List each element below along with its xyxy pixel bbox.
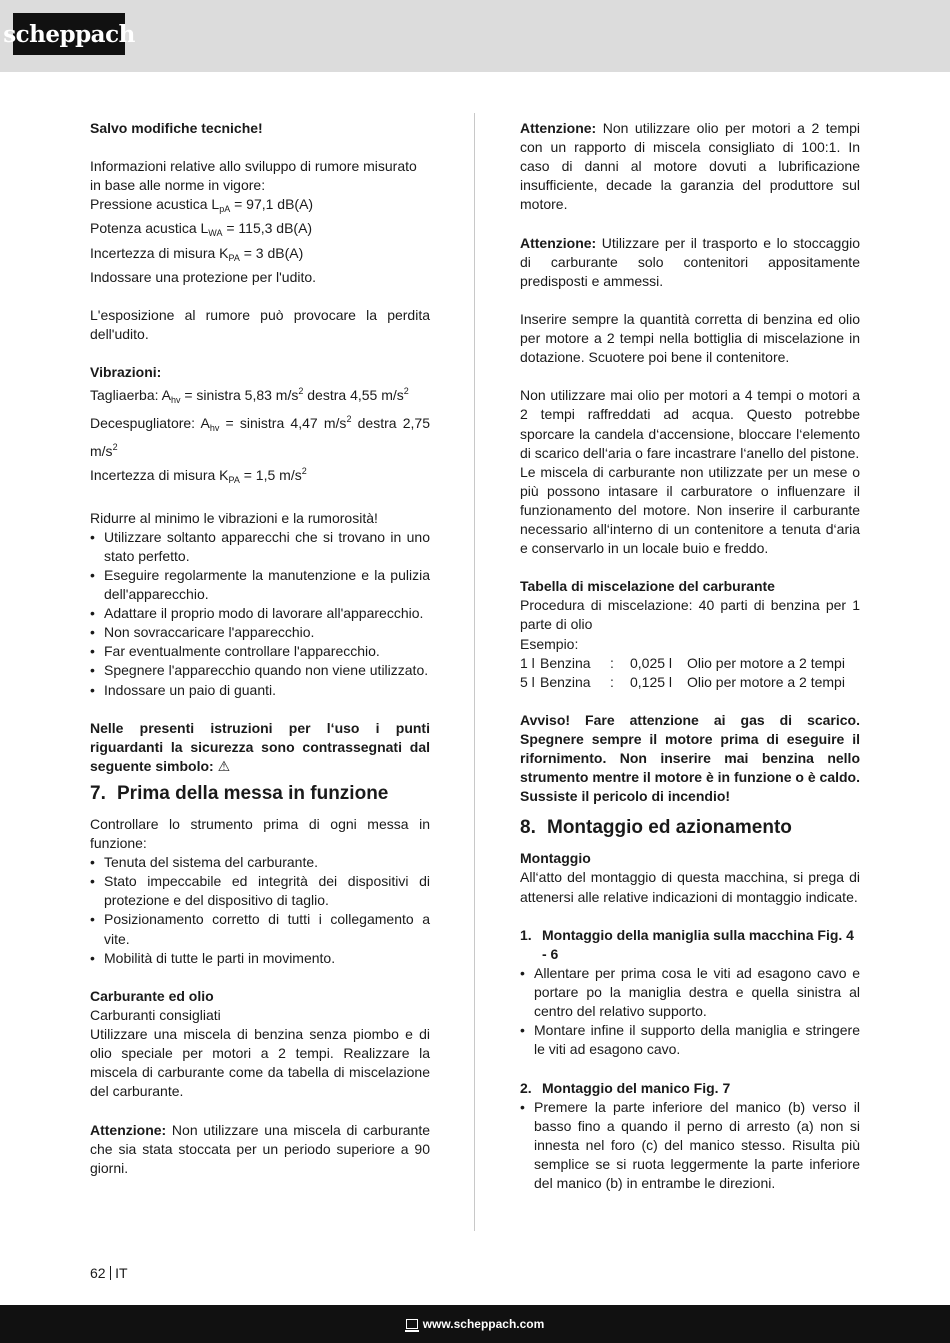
reduce-vibration-note: Ridurre al minimo le vibrazioni e la rumorosità! [90,509,378,526]
mix-table-title: Tabella di miscelazione del carburante [520,578,775,595]
transport-warning: Attenzione: Utilizzare per il trasporto e lo stoccaggio di carburante solo contenitori appositamente predisposti e ammessi. [520,234,860,289]
uncertainty-line: Incertezza di misura $K_{PA} = 3$ dB(A) [90,244,304,263]
section-7-heading: 7. Prima della messa in funzione [90,783,389,804]
website-link[interactable]: www.scheppach.com [422,1317,545,1331]
unused-fuel-note: Le miscela di carburante non utilizzate per un mese o più possono intasare il carburatore o influenzare il funzionamento del motore. Non inserire il carburante necessario all‘interno di un contenitore a tenuta d‘aria e conservarlo in un locale buio e freddo. [520,463,860,557]
list-item: • Posizionamento corretto di tutti i collegamento a vite. [90,910,430,948]
warning-triangle-icon: ⚠ [217,757,231,774]
pre-start-check-intro: Controllare lo strumento prima di ogni messa in funzione: [90,816,430,852]
right-column [520,119,860,1193]
mix-example-label: Esempio: [520,635,579,652]
scheppach-logo: scheppach [13,13,125,55]
list-item: • Far eventualmente controllare l'apparecchio. [90,642,430,661]
list-item: • Tenuta del sistema del carburante. [90,853,430,872]
oil-ratio-warning: Attenzione: Non utilizzare olio per motori a 2 tempi con un rapporto di miscela consigliato di 100:1. In caso di danni al motore dovuti a lubrificazione insufficiente, decade la garanzia del produttore sul motore. [520,120,860,213]
noise-intro: Informazioni relative allo sviluppo di rumore misurato in base alle norme in vigore: [90,158,417,194]
step-2-list [520,1098,860,1193]
list-item: • Adattare il proprio modo di lavorare all'apparecchio. [90,604,430,623]
noise-exposure-note: L'esposizione al rumore può provocare la perdita dell'udito. [90,306,430,342]
mix-table-row: 1 l Benzina : 0,025 l Olio per motore a 2 tempi [520,654,845,671]
assembly-title: Montaggio [520,850,591,867]
fuel-mix-text: Utilizzare una miscela di benzina senza piombo e di olio speciale per motori a 2 tempi. Realizzare la miscela di carburante come da tabella di miscelazione del carburante. [90,1026,430,1100]
list-item: • Utilizzare soltanto apparecchi che si trovano in uno stato perfetto. [90,528,430,566]
assembly-intro: All‘atto del montaggio di questa macchina, si prega di attenersi alle relative indicazioni di montaggio indicate. [520,869,860,905]
step-1-list [520,964,860,1059]
monitor-icon [406,1319,418,1329]
mixing-instruction: Inserire sempre la quantità corretta di benzina ed olio per motore a 2 tempi nella bottiglia di miscelazione in dotazione. Scuotere poi bene il contenitore. [520,310,860,366]
vibration-uncertainty: Incertezza di misura $K_{PA} = 1,5$ $m/s^2$ [90,465,307,485]
header-band [0,0,950,72]
ear-protection-note: Indossare una protezione per l'udito. [90,268,317,285]
step-2-title: 2. Montaggio del manico Fig. 7 [520,1079,731,1096]
list-item: • Allentare per prima cosa le viti ad esagono cavo e portare po la maniglia destra e quella sinistra al centro del relativo supporto. [520,964,860,1021]
storage-warning: Attenzione: Non utilizzare una miscela di carburante che sia stata stoccata per un periodo superiore a 90 giorni. [90,1121,430,1176]
mix-table-row: 5 l Benzina : 0,125 l Olio per motore a 2 tempi [520,673,845,690]
pre-start-check-list [90,853,430,968]
safety-symbol-note: Nelle presenti istruzioni per l‘uso i punti riguardanti la sicurezza sono contrassegnati dal seguente simbolo: ⚠ [90,719,430,774]
fuel-oil-title: Carburante ed olio [90,987,214,1004]
four-stroke-warning: Non utilizzare mai olio per motori a 4 tempi o motori a 2 tempi raffreddati ad acqua. Questo potrebbe sporcare la candela d‘accensione, bloccare l‘elemento di scarico dell‘aria o fare incastrare l‘anello del pistone. [520,387,860,461]
technical-changes-note: Salvo modifiche tecniche! [90,120,263,136]
vibration-brushcutter: Decespugliatore: $A_{hv}$ = sinistra 4,47 $m/s^2$ destra 2,75 $m/s^2$ [90,414,430,460]
left-column [90,119,430,1178]
step-1-title: 1. Montaggio della maniglia sulla macchina Fig. 4 - 6 [520,926,854,962]
vibrations-title: Vibrazioni: [90,364,162,381]
list-item: • Non sovraccaricare l'apparecchio. [90,623,430,642]
recommended-fuels: Carburanti consigliati [90,1006,221,1023]
list-item: • Indossare un paio di guanti. [90,681,430,700]
mix-procedure: Procedura di miscelazione: 40 parti di benzina per 1 parte di olio [520,597,860,633]
vibration-lawnmower: Tagliaerba: $A_{hv}$ = sinistra 5,83 $m/s^2$ destra 4,55 $m/s^2$ [90,386,409,406]
list-item: • Montare infine il supporto della maniglia e stringere le viti ad esagono cavo. [520,1021,860,1059]
list-item: • Stato impeccabile ed integrità dei dispositivi di protezione e del dispositivo di taglio. [90,872,430,910]
list-item: • Spegnere l'apparecchio quando non viene utilizzato. [90,661,430,680]
reduce-vibration-list [90,528,430,700]
list-item: • Eseguire regolarmente la manutenzione e la pulizia dell'apparecchio. [90,566,430,604]
sound-power-line: Potenza acustica $L_{WA} = 115,3$ dB(A) [90,220,313,239]
footer-bar [0,1305,950,1343]
sound-pressure-line: Pressione acustica $L_{pA} = 97,1$ dB(A) [90,196,314,215]
exhaust-warning: Avviso! Fare attenzione ai gas di scarico. Spegnere sempre il motore prima di eseguire il rifornimento. Non inserire mai benzina nello strumento mentre il motore è in funzione o è caldo. Sussiste il pericolo di incendio! [520,711,860,805]
column-divider [474,113,475,1231]
section-8-heading: 8. Montaggio ed azionamento [520,817,792,839]
page-number: 62 IT [90,1265,128,1281]
list-item: • Mobilità di tutte le parti in movimento. [90,949,430,968]
list-item: • Premere la parte inferiore del manico (b) verso il basso fino a quando il perno di arresto (a) non si innesta nel foro (c) del manico stesso. Risulta più semplice se si ruota leggermente la parte inferiore del manico (b) in entrambe le direzioni. [520,1098,860,1193]
